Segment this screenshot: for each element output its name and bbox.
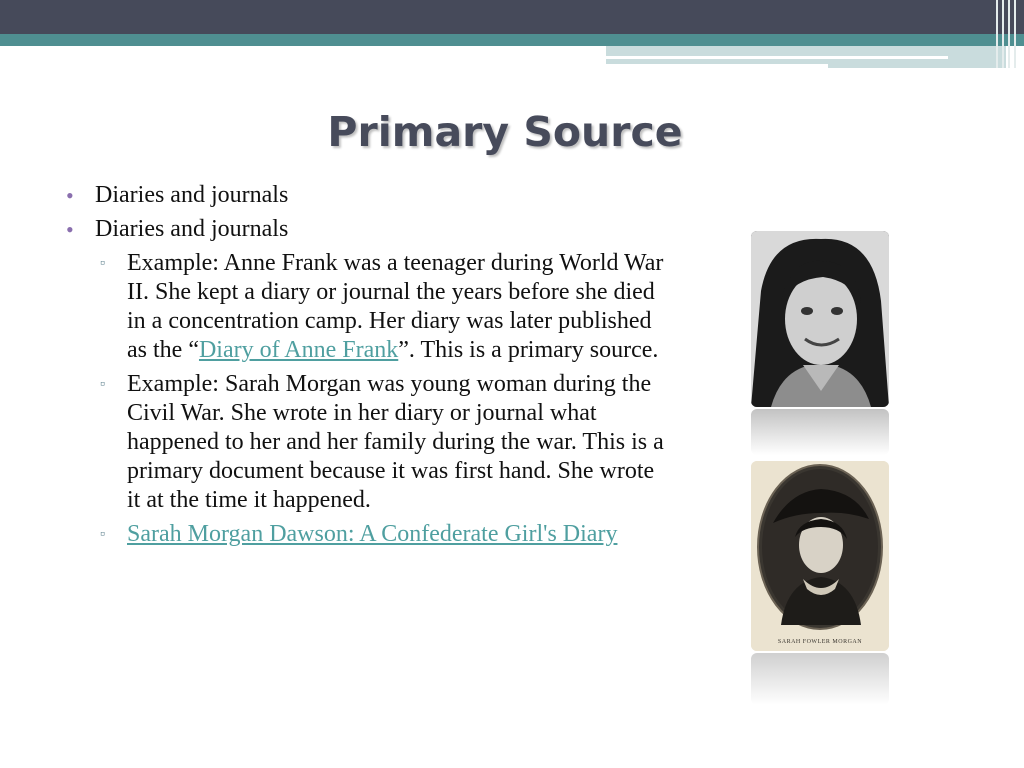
portrait-image [751, 231, 889, 407]
photo-reflection [751, 653, 889, 705]
square-bullet-icon: ▫ [100, 527, 105, 542]
bullet-text: Diaries and journals [95, 216, 289, 242]
portrait-image [751, 461, 889, 651]
diary-of-anne-frank-link[interactable]: Diary of Anne Frank [198, 337, 399, 363]
photo-reflection [751, 409, 889, 455]
bullet-dot-icon: • [66, 217, 74, 242]
slide-title: Primary Source [327, 108, 683, 156]
bullet-item [66, 181, 666, 210]
header-line [606, 64, 828, 68]
anne-frank-photo [751, 231, 889, 407]
anne-text-before: Example: Anne Frank was a teenager during World War II. She kept a diary or journal the years before she died in a concentration camp. Her diary was later published as the “ [127, 250, 664, 363]
header-dark-bar [0, 0, 1024, 34]
sarah-text: Example: Sarah Morgan was young woman during the Civil War. She wrote in her diary or journal what happened to her and her family during the war. This is a primary document because it was first hand. She wrote it at the time it happened. [127, 371, 664, 513]
bullet-text: Diaries and journals [95, 182, 289, 208]
header-line [606, 56, 948, 59]
header-stripes [994, 0, 1024, 68]
slide-body [66, 181, 666, 554]
sarah-morgan-diary-link[interactable]: Sarah Morgan Dawson: A Confederate Girl's Diary [127, 521, 618, 547]
square-bullet-icon: ▫ [100, 377, 105, 392]
sub-bullet-anne-frank [66, 249, 666, 365]
bullet-dot-icon: • [66, 183, 74, 208]
bullet-item [66, 215, 666, 244]
square-bullet-icon: ▫ [100, 256, 105, 271]
photo-caption: SARAH FOWLER MORGAN [777, 639, 863, 645]
header-teal-bar [0, 34, 1024, 46]
sarah-morgan-photo [751, 461, 889, 651]
sub-bullet-sarah-morgan [66, 370, 666, 515]
anne-text-after: ”. This is a primary source. [398, 337, 659, 363]
sub-bullet-sarah-link [66, 520, 666, 549]
